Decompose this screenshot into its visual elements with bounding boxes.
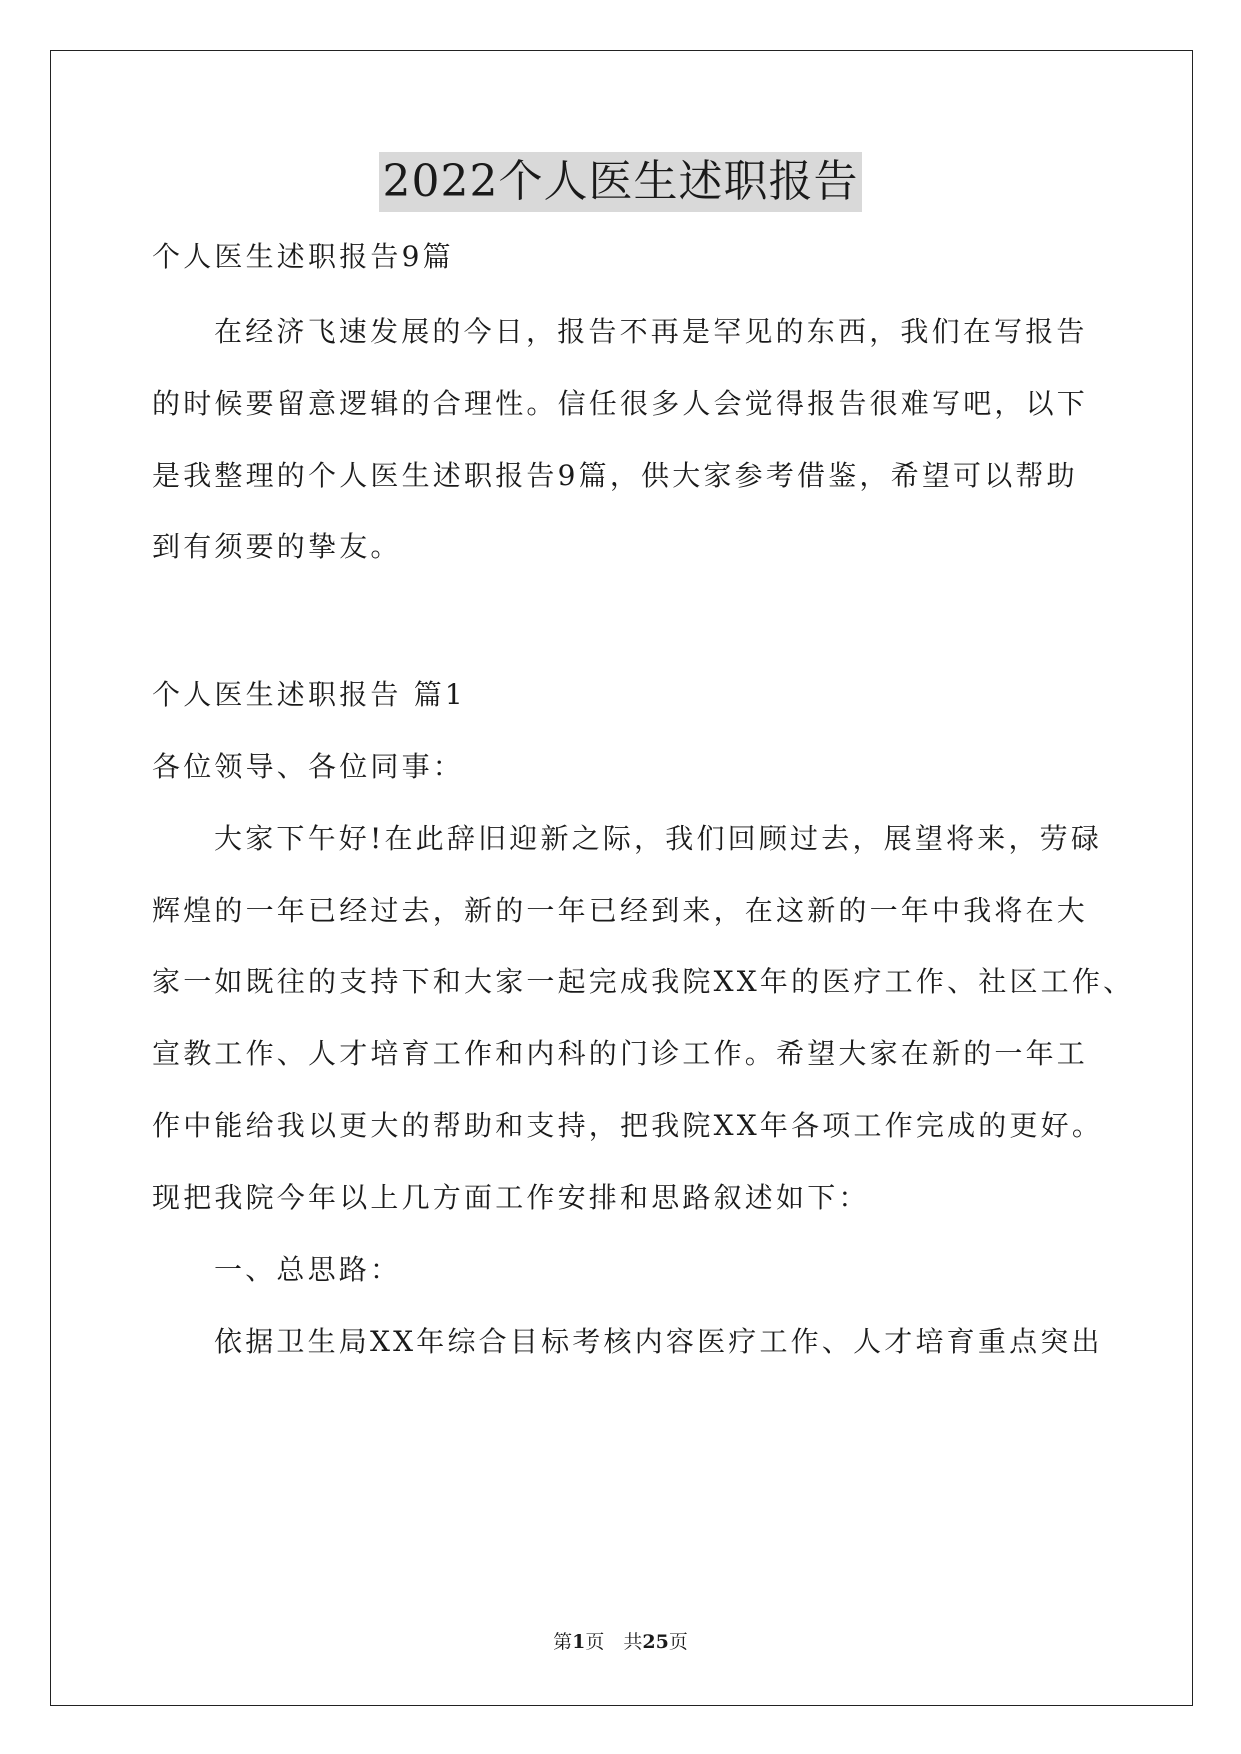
footer-page-number: 1: [572, 1631, 586, 1653]
body-line: 大家下午好!在此辞旧迎新之际，我们回顾过去，展望将来，劳碌: [214, 822, 1103, 855]
footer-page-prefix: 第: [553, 1631, 573, 1653]
footer-total-pages: 25: [642, 1631, 669, 1653]
footer-page-suffix: 页: [668, 1631, 688, 1653]
page-border: [50, 50, 1193, 1706]
section-heading: 个人医生述职报告 篇1: [152, 678, 466, 711]
item-heading: 一、总思路：: [214, 1253, 402, 1286]
item-text: 依据卫生局XX年综合目标考核内容医疗工作、人才培育重点突出: [214, 1325, 1103, 1358]
intro-line: 在经济飞速发展的今日，报告不再是罕见的东西，我们在写报告: [214, 315, 1088, 348]
page-footer: [0, 1630, 1241, 1654]
intro-line: 到有须要的挚友。: [152, 530, 402, 563]
body-line: 宣教工作、人才培育工作和内科的门诊工作。希望大家在新的一年工: [152, 1037, 1089, 1070]
footer-page-mid: 页 共: [585, 1631, 643, 1653]
document-title: 2022个人医生述职报告: [379, 152, 863, 212]
document-subtitle: 个人医生述职报告9篇: [152, 240, 454, 273]
title-container: [0, 152, 1241, 212]
salutation: 各位领导、各位同事：: [152, 750, 465, 783]
body-line: 辉煌的一年已经过去，新的一年已经到来，在这新的一年中我将在大: [152, 894, 1089, 927]
body-line: 现把我院今年以上几方面工作安排和思路叙述如下：: [152, 1181, 870, 1214]
intro-line: 是我整理的个人医生述职报告9篇，供大家参考借鉴，希望可以帮助: [152, 459, 1078, 492]
body-line: 家一如既往的支持下和大家一起完成我院XX年的医疗工作、社区工作、: [152, 965, 1135, 998]
intro-line: 的时候要留意逻辑的合理性。信任很多人会觉得报告很难写吧，以下: [152, 387, 1089, 420]
body-line: 作中能给我以更大的帮助和支持，把我院XX年各项工作完成的更好。: [152, 1109, 1104, 1142]
